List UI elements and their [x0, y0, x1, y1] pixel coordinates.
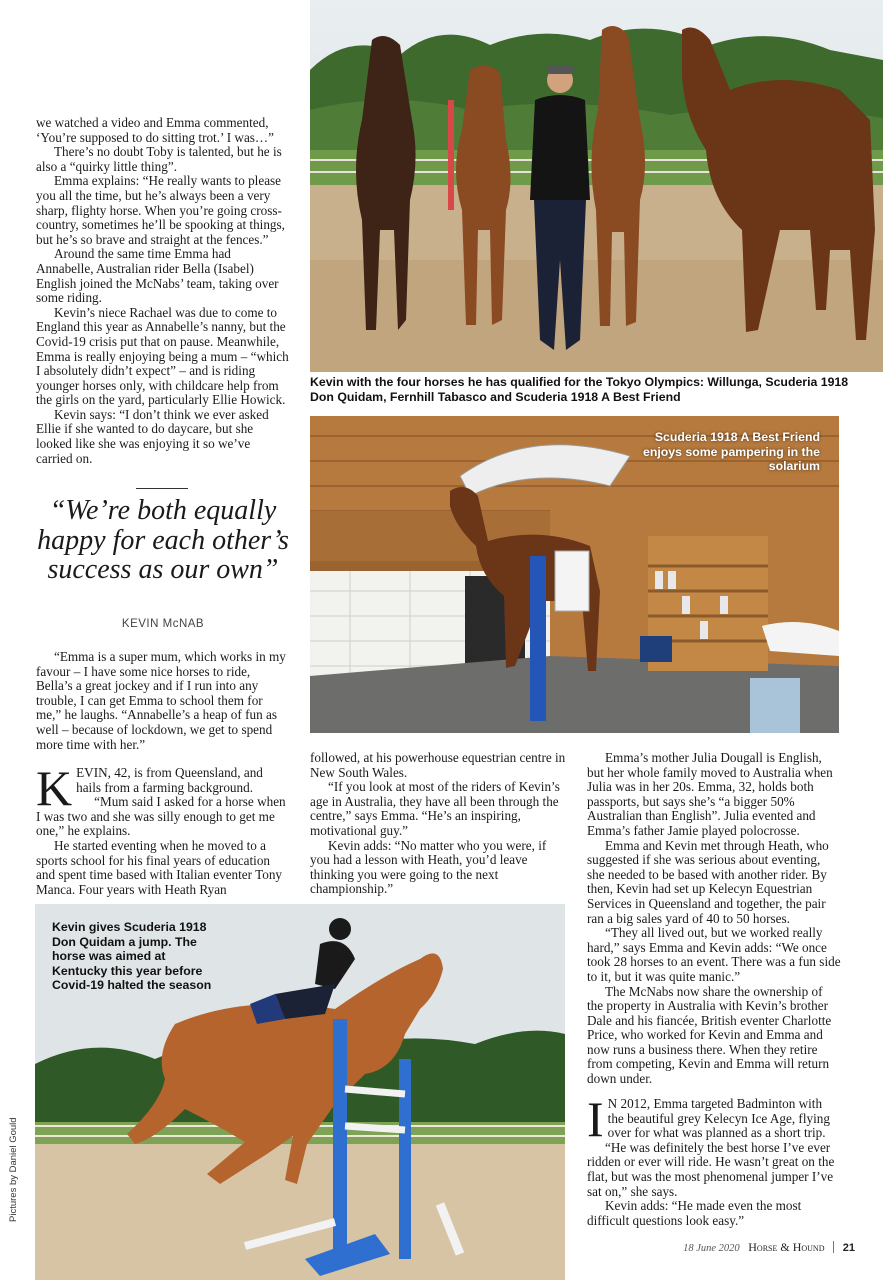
- paragraph: The McNabs now share the ownership of the property in Australia with Kevin’s brother Dale and his fiancée, British eventer Charlotte Price, who worked for Kevin and Emma and now runs a business there. When they retire from competing, Kevin and Emma will return down under.: [587, 983, 832, 1087]
- paragraph: Around the same time Emma had Annabelle, Australian rider Bella (Isabel) English joined the McNabs’ team, taking over some riding.: [36, 246, 279, 306]
- drop-cap: K: [36, 760, 73, 816]
- paragraph: [587, 1091, 841, 1147]
- paragraph: followed, at his powerhouse equestrian centre in New South Wales.: [310, 750, 566, 780]
- caption-jump: Kevin gives Scuderia 1918 Don Quidam a jump. The horse was aimed at Kentucky this year before Covid-19 halted the season: [52, 920, 212, 992]
- caption-horses: Kevin with the four horses he has qualified for the Tokyo Olympics: Willunga, Scuderia 1918 Don Quidam, Fernhill Tabasco and Scuderia 1918 A Best Friend: [310, 375, 849, 404]
- paragraph: “Emma is a super mum, which works in my favour – I have some nice horses to ride, Bella’s a great jockey and if I run into any trouble, I can get Emma to school them for me,” he laughs. “Annabelle’s a heap of fun as well – because of lockdown, we get to spend more time with her.”: [36, 649, 286, 752]
- photo-four-horses: [310, 0, 883, 372]
- pull-quote-rule: [136, 488, 188, 489]
- footer-divider: [833, 1241, 834, 1253]
- article-column-left-top: [36, 116, 290, 466]
- paragraph: “He was definitely the best horse I’ve ever ridden or ever will ride. He wasn’t great on the flat, but was the most phenomenal jumper I’ve sat on,” she says.: [587, 1139, 835, 1199]
- paragraph-text: EVIN, 42, is from Queensland, and hails from a farming background.: [76, 765, 263, 795]
- paragraph: Kevin adds: “He made even the most difficult questions look easy.”: [587, 1198, 802, 1228]
- paragraph: [36, 760, 290, 816]
- paragraph: Kevin says: “I don’t think we ever asked Ellie if she wanted to do daycare, but she looked like she was enjoying it so we’ve carried on.: [36, 406, 269, 466]
- paragraph: There’s no doubt Toby is talented, but he is also a “quirky little thing”.: [36, 144, 282, 174]
- paragraph: Kevin’s niece Rachael was due to come to England this year as Annabelle’s nanny, but the Covid-19 crisis put that on pause. Meanwhile, Emma is really enjoying being a mum – “which I absolutely didn’t expect” – and is riding younger horses only, with childcare help from the girls on the yard, particularly Ellie Howick.: [36, 304, 289, 408]
- magazine-name: Horse & Hound: [748, 1240, 825, 1254]
- drop-cap: I: [587, 1091, 604, 1147]
- paragraph: we watched a video and Emma commented, ‘You’re supposed to do sitting trot.’ I was…”: [36, 115, 274, 145]
- article-column-middle: [310, 751, 568, 897]
- caption-solarium: Scuderia 1918 A Best Friend enjoys some pampering in the solarium: [643, 430, 820, 473]
- article-column-right: [587, 751, 841, 1087]
- issue-date: 18 June 2020: [683, 1243, 740, 1254]
- article-column-left-low: [36, 760, 290, 897]
- pull-quote-attribution: KEVIN McNAB: [121, 618, 205, 630]
- page-footer: [640, 1240, 855, 1254]
- article-column-left-mid: [36, 650, 290, 752]
- paragraph: “Mum said I asked for a horse when I was two and she was silly enough to get me one,” he explains.: [36, 794, 286, 839]
- paragraph: Kevin adds: “No matter who you were, if you had a lesson with Heath, you’d leave thinking you were going to the next championship.”: [310, 837, 547, 897]
- paragraph: Emma and Kevin met through Heath, who suggested if she was serious about eventing, she needed to be based with another rider. By then, Kevin had set up Kelecyn Equestrian Services in Queensland and together, the pair ran a big sales yard of 40 to 50 horses.: [587, 837, 829, 926]
- paragraph: Emma’s mother Julia Dougall is English, but her whole family moved to Australia when Julia was in her 20s. Emma, 32, holds both passports, but says she’s “a bigger 50% Australian than English”. Julia evented and Emma’s father Jamie played polocrosse.: [587, 750, 833, 838]
- pull-quote: “We’re both equally happy for each other’s success as our own”: [37, 495, 289, 585]
- paragraph-text: N 2012, Emma targeted Badminton with the beautiful grey Kelecyn Ice Age, flying over for what was planned as a short trip.: [607, 1096, 830, 1141]
- paragraph: Emma explains: “He really wants to please you all the time, but he’s always been a very sharp, flighty horse. When you’re going cross-country, sometimes he’ll be spooking at things, but he’s so brave and straight at the fences.”: [36, 173, 285, 247]
- page-number: 21: [842, 1242, 855, 1254]
- paragraph: “They all lived out, but we worked really hard,” says Emma and Kevin adds: “We once took 28 horses to an event. There was a fun side to it, but it was quite manic.”: [587, 925, 841, 984]
- paragraph: He started eventing when he moved to a sports school for his final years of education and spent time based with Italian eventer Tony Manca. Four years with Heath Ryan: [36, 837, 283, 897]
- photo-credit: Pictures by Daniel Gould: [8, 1117, 19, 1222]
- paragraph: “If you look at most of the riders of Kevin’s age in Australia, they have all been through the centre,” says Emma. “He’s an inspiring, motivational guy.”: [310, 779, 560, 838]
- article-column-right-low: [587, 1091, 841, 1228]
